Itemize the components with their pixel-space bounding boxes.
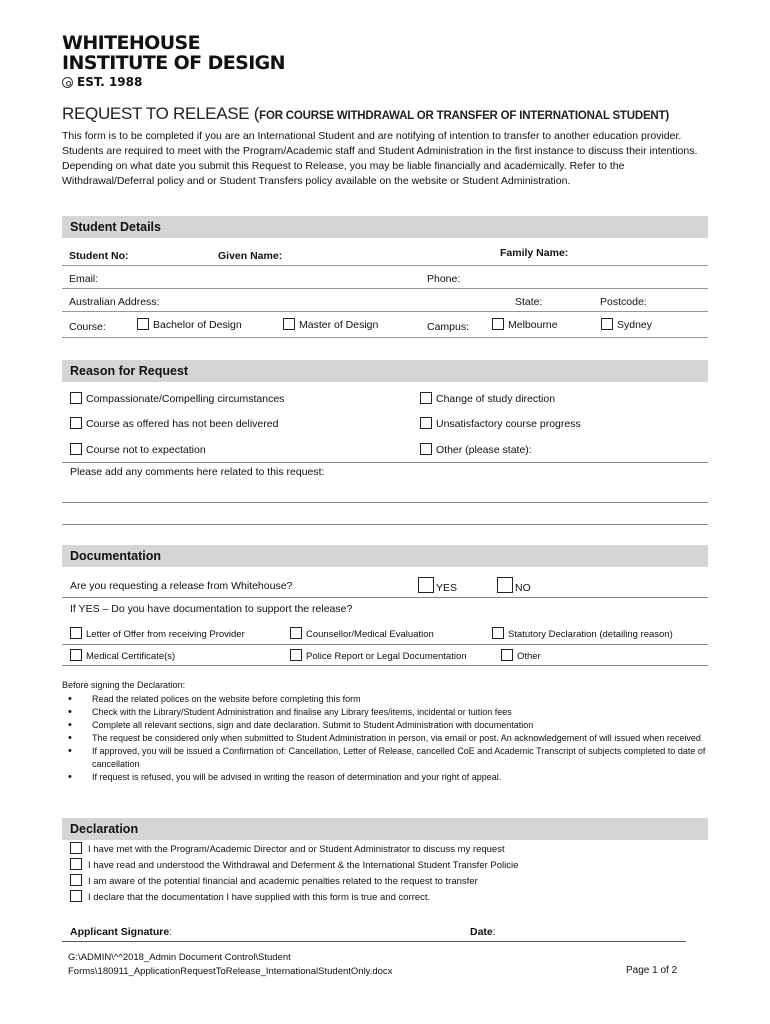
reason-compassionate-label: Compassionate/Compelling circumstances	[86, 393, 285, 405]
comments-label: Please add any comments here related to this request:	[70, 466, 325, 478]
section-reason: Reason for Request	[62, 360, 708, 382]
logo-line-1: WHITEHOUSE	[62, 32, 201, 54]
signature-label: Applicant Signature	[70, 926, 170, 938]
form-title	[62, 104, 669, 124]
checkbox-no[interactable]	[497, 577, 513, 593]
checkbox-declaration-2[interactable]	[70, 858, 82, 870]
checkbox-police[interactable]	[290, 649, 302, 661]
divider	[62, 644, 708, 645]
list-item: • Complete all relevant sections, sign and date declaration. Submit to Student Administration with documentation	[62, 719, 712, 732]
doc-statutory[interactable]	[492, 627, 673, 640]
notes-list	[62, 693, 712, 784]
signing-notes	[62, 679, 712, 784]
campus-sydney-option[interactable]	[601, 318, 652, 331]
doc-medical-label: Medical Certificate(s)	[86, 651, 176, 662]
reason-other[interactable]	[420, 443, 532, 456]
comments-line-2[interactable]	[62, 524, 708, 525]
date-field[interactable]: Date:	[470, 926, 496, 938]
checkbox-not-delivered[interactable]	[70, 417, 82, 429]
checkbox-change-direction[interactable]	[420, 392, 432, 404]
course-label: Course:	[69, 321, 106, 333]
declaration-item-1[interactable]	[70, 842, 505, 855]
comments-line-1[interactable]	[62, 502, 708, 503]
declaration-text-3: I am aware of the potential financial and academic penalties related to the request to transfer	[88, 876, 478, 887]
institute-logo	[62, 34, 285, 88]
checkbox-medical[interactable]	[70, 649, 82, 661]
logo-line-3	[62, 76, 285, 88]
doc-other[interactable]	[501, 649, 541, 662]
checkbox-bachelor[interactable]	[137, 318, 149, 330]
checkbox-sydney[interactable]	[601, 318, 613, 330]
page-number: Page 1 of 2	[626, 965, 678, 976]
checkbox-declaration-1[interactable]	[70, 842, 82, 854]
reason-compassionate[interactable]	[70, 392, 284, 405]
course-master-option[interactable]	[283, 318, 378, 331]
phone-label: Phone:	[427, 273, 461, 285]
row-course-campus	[62, 316, 708, 338]
signature-line	[62, 941, 686, 942]
doc-counsellor-label: Counsellor/Medical Evaluation	[306, 629, 434, 640]
declaration-item-2[interactable]	[70, 858, 518, 871]
reason-not-delivered-label: Course as offered has not been delivered	[86, 418, 279, 430]
reason-change-direction[interactable]	[420, 392, 555, 405]
no-label: NO	[515, 582, 531, 594]
doc-police-label: Police Report or Legal Documentation	[306, 651, 467, 662]
declaration-text-4: I declare that the documentation I have supplied with this form is true and correct.	[88, 892, 431, 903]
divider	[62, 665, 708, 666]
row-student-names	[62, 246, 708, 266]
footer-file-path: G:\ADMIN\^^2018_Admin Document Control\Student Forms\180911_ApplicationRequestToRelease_InternationalStudentOnly.docx	[68, 952, 393, 977]
reason-not-expectation[interactable]	[70, 443, 206, 456]
reason-other-label: Other (please state):	[436, 444, 532, 456]
doc-other-label: Other	[517, 651, 541, 662]
campus-label: Campus:	[427, 321, 470, 333]
reason-change-direction-label: Change of study direction	[436, 393, 556, 405]
list-item: • The request be considered only when submitted to Student Administration in person, via email or post. An acknowledgement of will issued when received	[62, 732, 712, 745]
documentation-question: If YES – Do you have documentation to support the release?	[70, 603, 353, 615]
doc-letter-offer[interactable]	[70, 627, 245, 640]
doc-medical[interactable]	[70, 649, 175, 662]
signature-field[interactable]: Applicant Signature:	[70, 926, 173, 938]
section-declaration: Declaration	[62, 818, 708, 840]
checkbox-counsellor[interactable]	[290, 627, 302, 639]
logo-line-2: INSTITUTE OF DESIGN	[62, 52, 285, 74]
checkbox-declaration-4[interactable]	[70, 890, 82, 902]
release-yes-option[interactable]	[418, 577, 457, 594]
divider	[62, 462, 708, 463]
doc-statutory-label: Statutory Declaration (detailing reason)	[508, 629, 673, 640]
declaration-text-2: I have read and understood the Withdrawal and Deferment & the International Student Transfer Policie	[88, 860, 519, 871]
declaration-text-1: I have met with the Program/Academic Director and or Student Administrator to discuss my request	[88, 844, 505, 855]
student-no-label: Student No:	[69, 250, 129, 262]
reason-not-expectation-label: Course not to expectation	[86, 444, 206, 456]
section-documentation: Documentation	[62, 545, 708, 567]
checkbox-statutory[interactable]	[492, 627, 504, 639]
list-item: • If approved, you will be issued a Confirmation of: Cancellation, Letter of Release, cancelled CoE and Academic Transcript of subjects completed to date of cancellation	[62, 745, 712, 771]
family-name-label: Family Name:	[500, 247, 569, 259]
declaration-item-4[interactable]	[70, 890, 430, 903]
declaration-item-3[interactable]	[70, 874, 478, 887]
notes-intro: Before signing the Declaration:	[62, 680, 186, 690]
logo-established: EST. 1988	[77, 75, 143, 89]
campus-melbourne-option[interactable]	[492, 318, 558, 331]
checkbox-melbourne[interactable]	[492, 318, 504, 330]
divider	[62, 597, 708, 598]
seal-icon	[62, 77, 73, 88]
row-address	[62, 292, 708, 312]
reason-not-delivered[interactable]	[70, 417, 278, 430]
list-item: • If request is refused, you will be advised in writing the reason of determination and your right of appeal.	[62, 771, 712, 784]
row-contact	[62, 269, 708, 289]
address-label: Australian Address:	[69, 296, 160, 308]
section-student-details: Student Details	[62, 216, 708, 238]
course-bachelor-option[interactable]	[137, 318, 242, 331]
checkbox-reason-other[interactable]	[420, 443, 432, 455]
release-no-option[interactable]	[497, 577, 531, 594]
date-label: Date	[470, 926, 493, 938]
master-label: Master of Design	[299, 319, 379, 331]
checkbox-master[interactable]	[283, 318, 295, 330]
doc-counsellor[interactable]	[290, 627, 434, 640]
email-label: Email:	[69, 273, 99, 285]
intro-paragraph: This form is to be completed if you are an International Student and are notifying of intention to transfer to another education provider. Students are required to meet with the Program/Academic staff and Student Administration in the first instance to discuss their intentions. Depending on what date you submit this Request to Release, you may be liable financially and academically. Refer to the Withdrawal/Deferral policy and or Student Transfers policy available on the website or Student Administration.	[62, 130, 698, 187]
release-question: Are you requesting a release from Whitehouse?	[70, 580, 293, 592]
form-title-sub: FOR COURSE WITHDRAWAL OR TRANSFER OF INTERNATIONAL STUDENT)	[259, 110, 669, 122]
checkbox-not-expectation[interactable]	[70, 443, 82, 455]
doc-police[interactable]	[290, 649, 467, 662]
reason-unsatisfactory[interactable]	[420, 417, 581, 430]
list-item: • Read the related polices on the website before completing this form	[62, 693, 712, 706]
state-label: State:	[515, 296, 543, 308]
reason-unsatisfactory-label: Unsatisfactory course progress	[436, 418, 581, 430]
checkbox-declaration-3[interactable]	[70, 874, 82, 886]
postcode-label: Postcode:	[600, 296, 647, 308]
checkbox-doc-other[interactable]	[501, 649, 513, 661]
checkbox-compassionate[interactable]	[70, 392, 82, 404]
bachelor-label: Bachelor of Design	[153, 319, 242, 331]
checkbox-yes[interactable]	[418, 577, 434, 593]
checkbox-unsatisfactory[interactable]	[420, 417, 432, 429]
doc-letter-offer-label: Letter of Offer from receiving Provider	[86, 629, 245, 640]
given-name-label: Given Name:	[218, 250, 283, 262]
list-item: • Check with the Library/Student Administration and finalise any Library fees/items, incidental or tuition fees	[62, 706, 712, 719]
sydney-label: Sydney	[617, 319, 653, 331]
form-title-main: REQUEST TO RELEASE (	[62, 104, 260, 123]
melbourne-label: Melbourne	[508, 319, 558, 331]
checkbox-letter-offer[interactable]	[70, 627, 82, 639]
yes-label: YES	[436, 582, 458, 594]
